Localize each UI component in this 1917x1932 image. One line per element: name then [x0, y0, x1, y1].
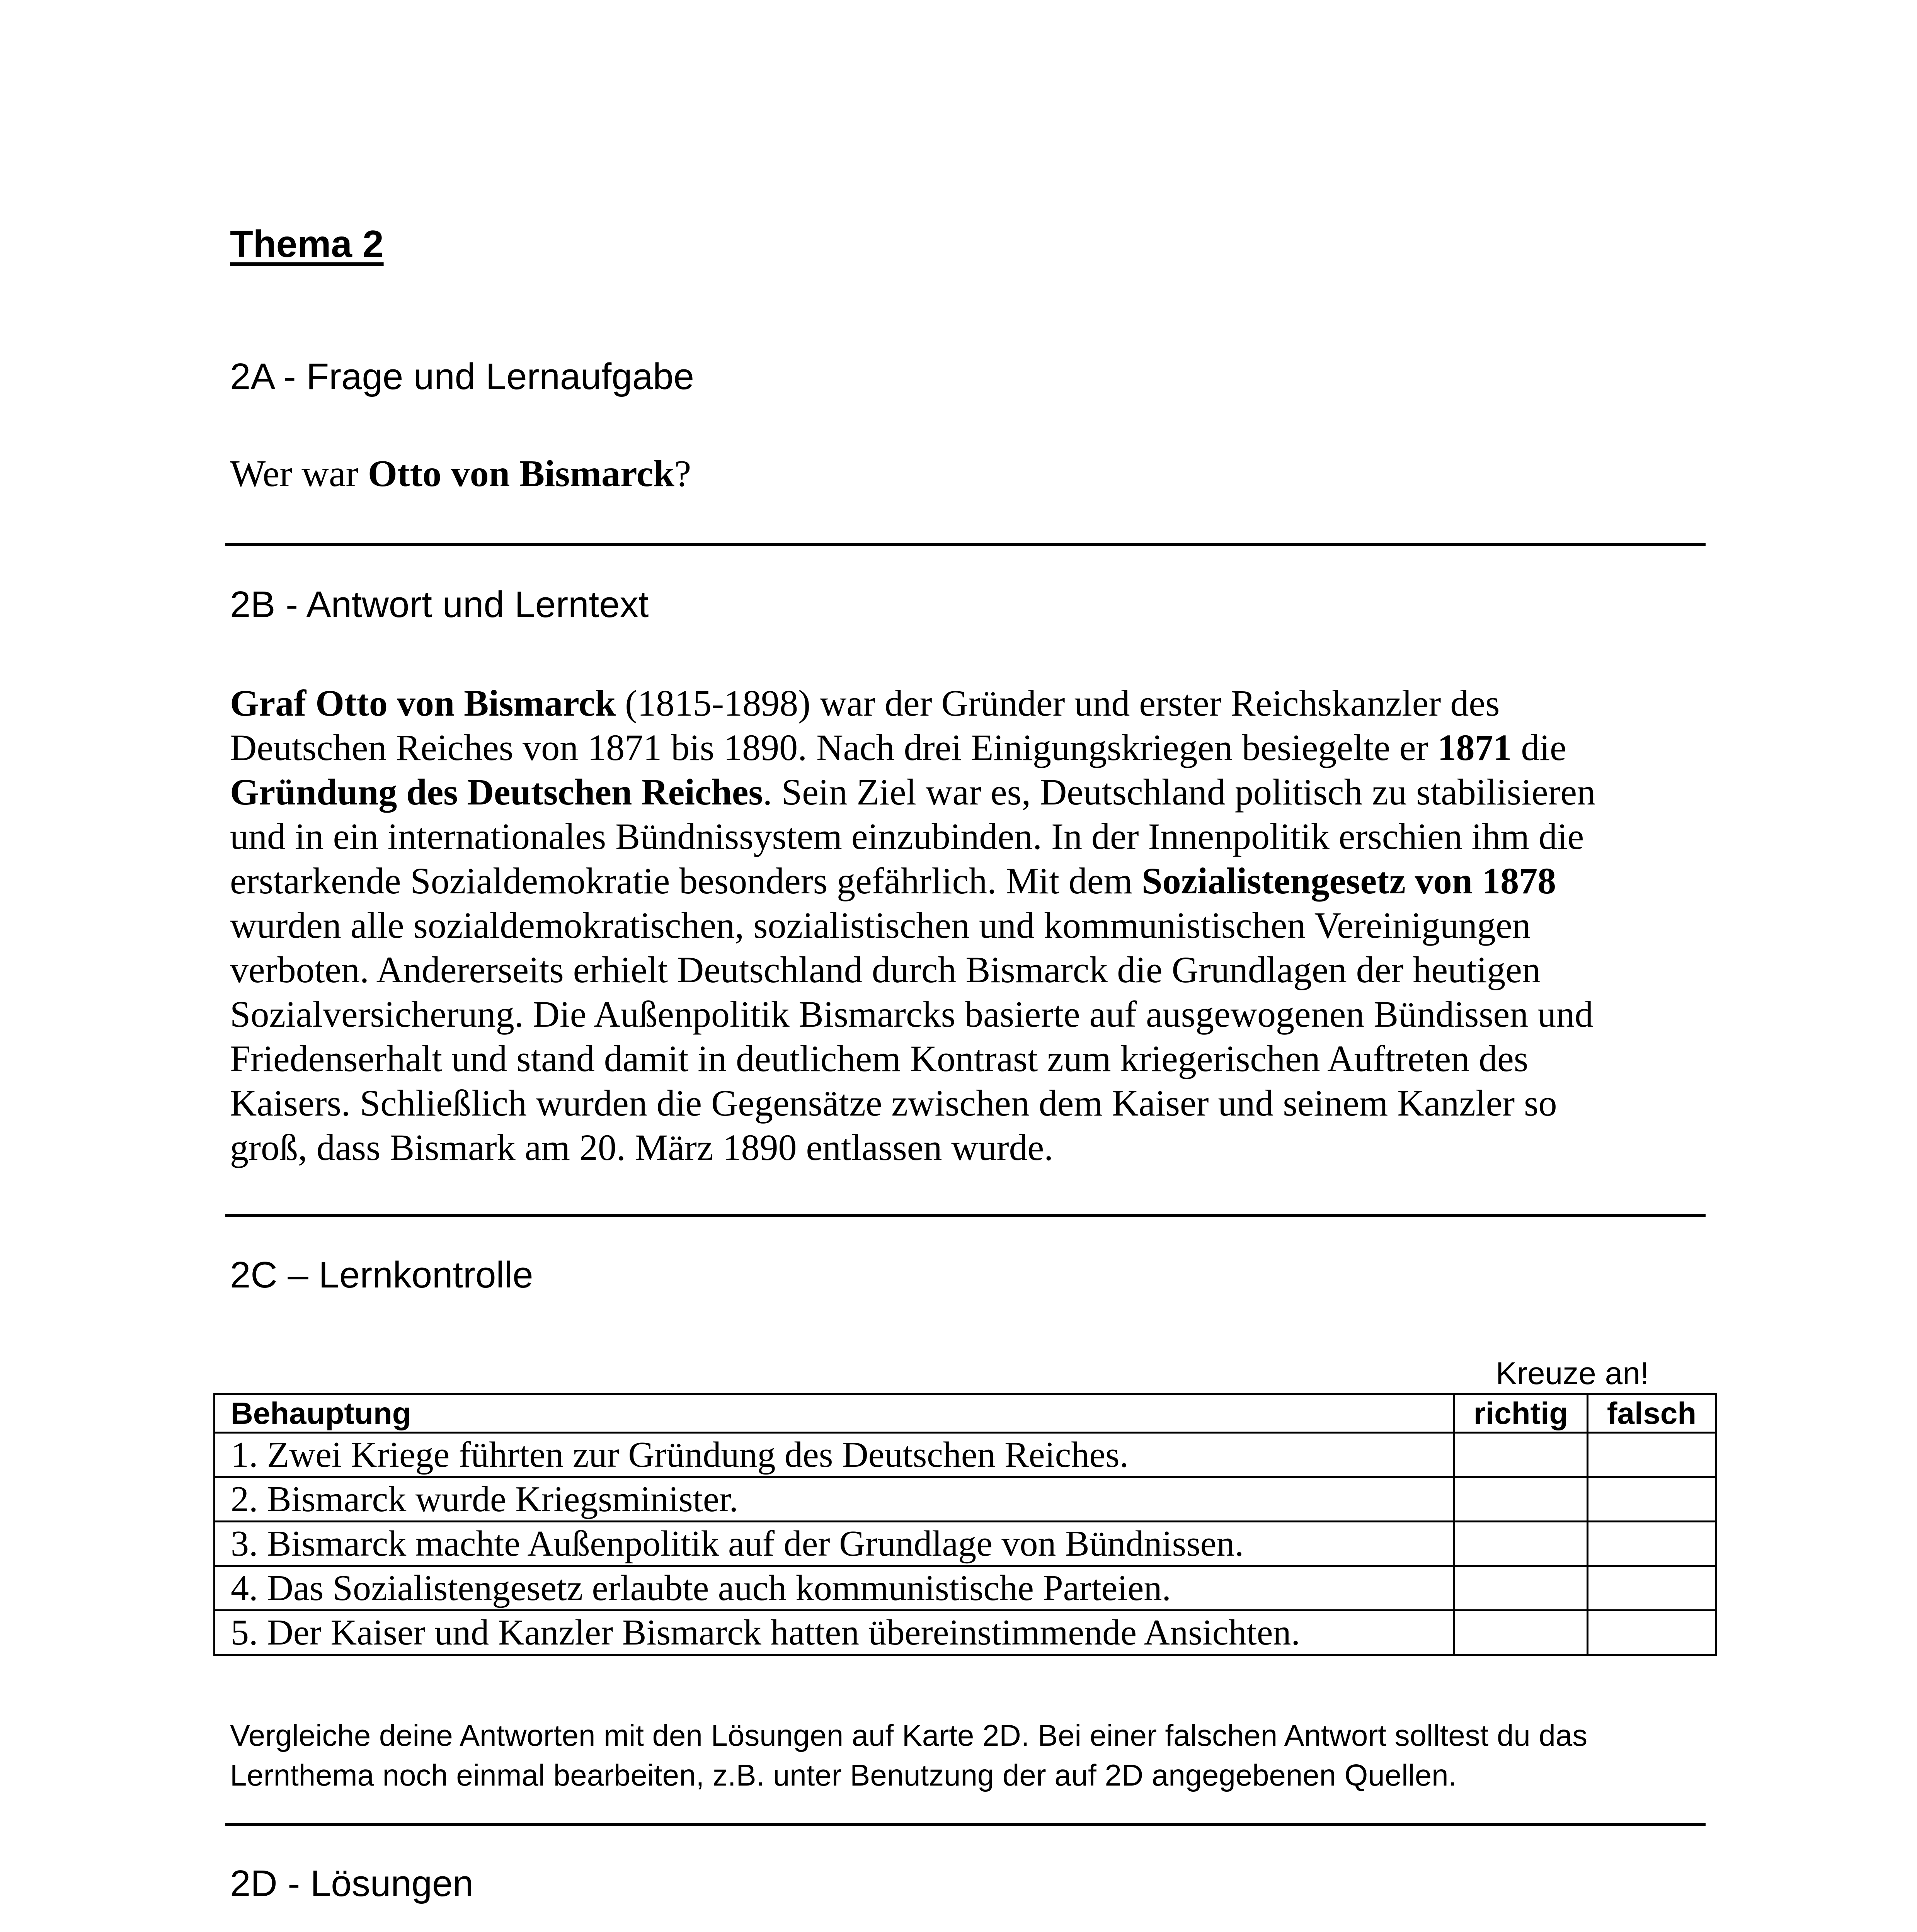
answer-line	[230, 947, 1699, 992]
answer-line	[230, 770, 1699, 814]
header-richtig: richtig	[1454, 1394, 1588, 1433]
richtig-checkbox-cell[interactable]	[1454, 1566, 1588, 1611]
divider-1	[225, 543, 1706, 546]
table-row	[215, 1433, 1716, 1477]
table-row	[215, 1522, 1716, 1566]
section-2a-title: 2A - Frage und Lernaufgabe	[230, 356, 694, 397]
falsch-checkbox-cell[interactable]	[1588, 1522, 1716, 1566]
answer-line	[230, 1125, 1699, 1170]
instruction-note	[230, 1716, 1710, 1795]
answer-run: wurden alle sozialdemokratischen, sozialistischen und kommunistischen Vereinigungen	[230, 905, 1531, 946]
note-line: Lernthema noch einmal bearbeiten, z.B. unter Benutzung der auf 2D angegebenen Quellen.	[230, 1758, 1457, 1792]
richtig-checkbox-cell[interactable]	[1454, 1433, 1588, 1477]
header-falsch: falsch	[1588, 1394, 1716, 1433]
header-behauptung: Behauptung	[215, 1394, 1454, 1433]
falsch-checkbox-cell[interactable]	[1588, 1433, 1716, 1477]
answer-run: Deutschen Reiches von 1871 bis 1890. Nach drei Einigungskriegen besiegelte er	[230, 727, 1438, 768]
falsch-checkbox-cell[interactable]	[1588, 1566, 1716, 1611]
answer-bold-run: Gründung des Deutschen Reiches	[230, 771, 763, 813]
kreuze-hint: Kreuze an!	[1496, 1356, 1649, 1391]
answer-line	[230, 725, 1699, 770]
statement-cell: 4. Das Sozialistengesetz erlaubte auch kommunistische Parteien.	[215, 1566, 1454, 1611]
note-line: Vergleiche deine Antworten mit den Lösungen auf Karte 2D. Bei einer falschen Antwort solltest du das	[230, 1718, 1588, 1752]
question	[230, 452, 691, 495]
falsch-checkbox-cell[interactable]	[1588, 1611, 1716, 1655]
answer-run: . Sein Ziel war es, Deutschland politisch zu stabilisieren	[763, 771, 1595, 813]
answer-run: und in ein internationales Bündnissystem einzubinden. In der Innenpolitik erschien ihm die	[230, 816, 1584, 857]
section-2d-title: 2D - Lösungen	[230, 1863, 473, 1904]
richtig-checkbox-cell[interactable]	[1454, 1611, 1588, 1655]
answer-line	[230, 992, 1699, 1036]
table-row	[215, 1477, 1716, 1522]
answer-line	[230, 903, 1699, 947]
answer-run: Sozialversicherung. Die Außenpolitik Bismarcks basierte auf ausgewogenen Bündissen und	[230, 993, 1594, 1035]
answer-text	[230, 681, 1699, 1170]
richtig-checkbox-cell[interactable]	[1454, 1477, 1588, 1522]
table-row	[215, 1611, 1716, 1655]
statement-cell: 3. Bismarck machte Außenpolitik auf der Grundlage von Bündnissen.	[215, 1522, 1454, 1566]
answer-run: verboten. Andererseits erhielt Deutschland durch Bismarck die Grundlagen der heutigen	[230, 949, 1541, 990]
answer-line	[230, 1081, 1699, 1125]
answer-line	[230, 1036, 1699, 1081]
table-row	[215, 1566, 1716, 1611]
question-suffix: ?	[674, 453, 691, 495]
answer-line	[230, 859, 1699, 903]
divider-3	[225, 1823, 1706, 1826]
answer-run: Kaisers. Schließlich wurden die Gegensätze zwischen dem Kaiser und seinem Kanzler so	[230, 1082, 1557, 1124]
answer-bold-run: 1871	[1437, 727, 1512, 768]
quiz-table	[213, 1393, 1717, 1656]
falsch-checkbox-cell[interactable]	[1588, 1477, 1716, 1522]
question-bold: Otto von Bismarck	[368, 453, 674, 495]
statement-cell: 2. Bismarck wurde Kriegsminister.	[215, 1477, 1454, 1522]
page-heading: Thema 2	[230, 223, 384, 265]
answer-run: erstarkende Sozialdemokratie besonders gefährlich. Mit dem	[230, 860, 1142, 901]
richtig-checkbox-cell[interactable]	[1454, 1522, 1588, 1566]
answer-bold-run: Sozialistengesetz von 1878	[1142, 860, 1556, 901]
answer-run: die	[1512, 727, 1566, 768]
statement-cell: 1. Zwei Kriege führten zur Gründung des Deutschen Reiches.	[215, 1433, 1454, 1477]
section-2b-title: 2B - Antwort und Lerntext	[230, 584, 649, 625]
answer-run: Friedenserhalt und stand damit in deutlichem Kontrast zum kriegerischen Auftreten des	[230, 1038, 1529, 1079]
question-prefix: Wer war	[230, 453, 368, 495]
answer-run: groß, dass Bismark am 20. März 1890 entlassen wurde.	[230, 1127, 1054, 1168]
section-2c-title: 2C – Lernkontrolle	[230, 1254, 533, 1296]
answer-line	[230, 814, 1699, 859]
answer-line	[230, 681, 1699, 725]
table-header-row	[215, 1394, 1716, 1433]
statement-cell: 5. Der Kaiser und Kanzler Bismarck hatten übereinstimmende Ansichten.	[215, 1611, 1454, 1655]
answer-bold-run: Graf Otto von Bismarck	[230, 682, 616, 724]
divider-2	[225, 1214, 1706, 1217]
answer-run: (1815-1898) war der Gründer und erster Reichskanzler des	[616, 682, 1500, 724]
